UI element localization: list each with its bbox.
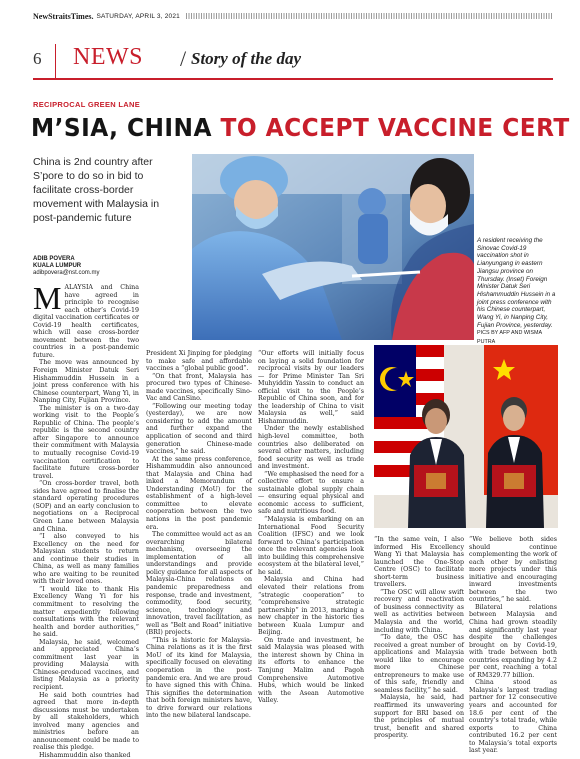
section-slash: / <box>180 46 187 71</box>
col3-para-2: Under the newly established high-level committee, both countries also deliberated on several other matters, including food security as well as trade and investment. <box>258 425 364 471</box>
col2-para-1: President Xi Jinping for pledging to make safe and affordable vaccines a “global public good”. <box>146 350 252 373</box>
article-column-2 <box>146 350 252 720</box>
section-subtitle: Story of the day <box>191 49 302 68</box>
col2-para-5: The committee would act as an overarching bilateral mechanism, overseeing the implementation of all understandings and provide policy guidance for all aspects of Malaysia-China relations on pandemic preparedness and response, trade and investment, commodity, food security, science, technology and innovation, travel facilitation, as well as “Belt and Road” initiative (BRI) projects. <box>146 531 252 637</box>
col1-para-3: The minister is on a two-day working visit to the People’s Republic of China. The people’s republic is the second country after Singapore to announce their commitment with Malaysia to mutually recognise Covid-19 vaccination certification to facilitate future cross-border travel. <box>33 404 139 480</box>
byline-email[interactable]: adibpovera@nst.com.my <box>33 270 100 276</box>
article-column-4 <box>374 536 464 740</box>
article-column-5 <box>469 536 557 755</box>
col3-para-6: On trade and investment, he said Malaysia was pleased with the interest shown by China in its efforts to enhance the Tanjung Malim and Pagoh Comprehensive Automotive Hubs, which would be linked with the Asean Automotive Valley. <box>258 636 364 705</box>
col4-para-4: Malaysia, he said, had reaffirmed its unwavering support for BRI based on the principles of mutual trust, benefit and shared prosperity. <box>374 694 464 740</box>
photo-caption-text: A resident receiving the Sinovac Covid-19 vaccination shot in Lianyungang in eastern Jiangsu province on Thursday. (Inset) Foreign Minister Datuk Seri Hishammuddin Hussein in a joint press conference with his Chinese counterpart, Wang Yi, in Nanping City, Fujian Province, yesterday. <box>477 237 556 329</box>
col2-para-6: “This is historic for Malaysia-China relations as it is the first MoU of its kind for Malaysia, specifically focused on elevating cooperation in the post-pandemic era. And we are proud to have signed this with China. This signifies the determination that both foreign ministers have, to drive forward our relations into the new bilateral landscape. <box>146 636 252 720</box>
article-column-1 <box>33 280 139 759</box>
col1-para-4: “On cross-border travel, both sides have agreed to finalise the standard operating procedures (SOP) and an early conclusion to negotiations on a Reciprocal Green Lane between Malaysia and China. <box>33 480 139 533</box>
col2-para-3: “Following our meeting today (yesterday), we are now considering to add the amount and further expand the application of second and third generation Chinese-made vaccines,” he said. <box>146 402 252 456</box>
masthead-date: SATURDAY, APRIL 3, 2021 <box>96 12 180 20</box>
col1-para-5: “I also conveyed to his Excellency on the need for Malaysian students to return and continue their studies in China, as well as many families who are waiting to be reunited with their loved ones. <box>33 533 139 586</box>
standfirst: China is 2nd country after S’pore to do so in bid to facilitate cross-border movement with Malaysia in post-pandemic future <box>33 156 160 224</box>
col1-para-6: “I would like to thank His Excellency Wang Yi for his commitment to resolving the matter expediently following consultations with the relevant health and border authorities,” he said. <box>33 585 139 639</box>
col5-para-3: China stood as Malaysia’s largest trading partner for 12 consecutive years and accounted for 18.6 per cent of the country’s total trade, while exports to China contributed 16.2 per cent to Malaysia’s total exports last year. <box>469 679 557 755</box>
col1-para-2: The move was announced by Foreign Minister Datuk Seri Hishammuddin Hussein in a joint press conference with his Chinese counterpart, Wang Yi, in Nanping City, Fujian Province. <box>33 359 139 405</box>
masthead-paper-name: NewStraitsTimes. <box>33 11 94 21</box>
masthead <box>33 10 553 22</box>
headline-black-part: M’SIA, CHINA <box>31 113 212 142</box>
photo-caption <box>477 237 557 347</box>
col5-para-2: Bilateral relations between Malaysia and China had grown steadily and significantly last year despite the challenges brought on by Covid-19, with trade between both countries expanding by 4.2 per cent, reaching a total of RM329.77 billion. <box>469 603 557 679</box>
col3-para-3: “We emphasised the need for a collective effort to ensure a sustainable global supply chain — ensuring equal physical and economic access to sufficient, safe and nutritious food. <box>258 470 364 516</box>
section-name: NEWS <box>73 44 143 70</box>
col1-para-1-text: ALAYSIA and China have agreed in principle to recognise each other’s Covid-19 digital vaccination certificates or Covid-19 health certificates, which will ease cross-border movement between the two countries in a post-pandemic future. <box>33 284 139 359</box>
headline-red-part: TO ACCEPT VACCINE CERT <box>220 113 570 142</box>
col2-para-4: At the same press conference, Hishammuddin also announced that Malaysia and China had inked a Memorandum of Understanding (MoU) for the establishment of a high-level committee to elevate cooperation between the two nations in the post pandemic era. <box>146 455 252 531</box>
col5-para-1: “We believe both sides should continue complementing the work of each other by enlisting more projects under this initiative and encouraging inward investments between the two countries,” he said. <box>469 536 557 604</box>
col3-para-4: “Malaysia is embarking on an International Food Security Coalition (IFSC) and we look forward to China’s participation once the relevant agencies look into building this comprehensive ecosystem at the bilateral level,” he said. <box>258 516 364 576</box>
vaccination-photo <box>192 154 474 340</box>
section-bar <box>33 44 553 80</box>
col1-para-9: Hishammuddin also thanked <box>39 751 131 759</box>
col1-para-1 <box>33 280 139 359</box>
col4-para-1: “In the same vein, I also informed His Excellency Wang Yi that Malaysia has launched the One-Stop Centre (OSC) to facilitate short-term business travellers. <box>374 536 464 589</box>
photo-credit: PICS BY AFP AND WISMA PUTRA <box>477 330 542 346</box>
byline <box>33 256 183 277</box>
masthead-rule <box>186 13 553 19</box>
col3-para-1: “Our efforts will initially focus on laying a solid foundation for reciprocal visits by our leaders — for Prime Minister Tan Sri Muhyiddin Yassin to conduct an official visit to the People’s Republic of China soon, and for the leadership of China to visit Malaysia as well,” said Hishammuddin. <box>258 350 364 425</box>
press-conference-photo <box>374 345 558 528</box>
col1-para-7: Malaysia, he said, welcomed and appreciated China’s commitment last year in providing Malaysia with Chinese-produced vaccines, and listing Malaysia as a priority recipient. <box>33 638 139 691</box>
byline-place: KUALA LUMPUR <box>33 263 82 269</box>
col4-para-2: “The OSC will allow swift recovery and reactivation of business connectivity as well as activities between Malaysia and the world, including with China. <box>374 588 464 634</box>
page-number: 6 <box>33 49 42 68</box>
section-divider <box>55 44 56 80</box>
headline <box>31 113 570 142</box>
byline-name: ADIB POVERA <box>33 256 75 262</box>
article-kicker: RECIPROCAL GREEN LANE <box>33 100 141 109</box>
col4-para-3: “To date, the OSC has received a great number of applications and Malaysia would like to encourage more Chinese entrepreneurs to make use of this safe, friendly and seamless facility,” he said. <box>374 634 464 694</box>
col1-para-8: He said both countries had agreed that more in-depth discussions must be undertaken by all stakeholders, which involved many agencies and ministries before an announcement could be made to realise this pledge. <box>33 691 139 752</box>
dropcap: M <box>33 280 62 316</box>
col2-para-2: “On that front, Malaysia has procured two types of Chinese-made vaccines, specifically Sino-Vac and CanSino. <box>146 372 252 403</box>
col3-para-5: Malaysia and China had elevated their relations from “strategic cooperation” to “comprehensive strategic partnership” in 2013, marking a new chapter in the historic ties between Kuala Lumpur and Beijing. <box>258 576 364 637</box>
article-column-3 <box>258 350 364 705</box>
